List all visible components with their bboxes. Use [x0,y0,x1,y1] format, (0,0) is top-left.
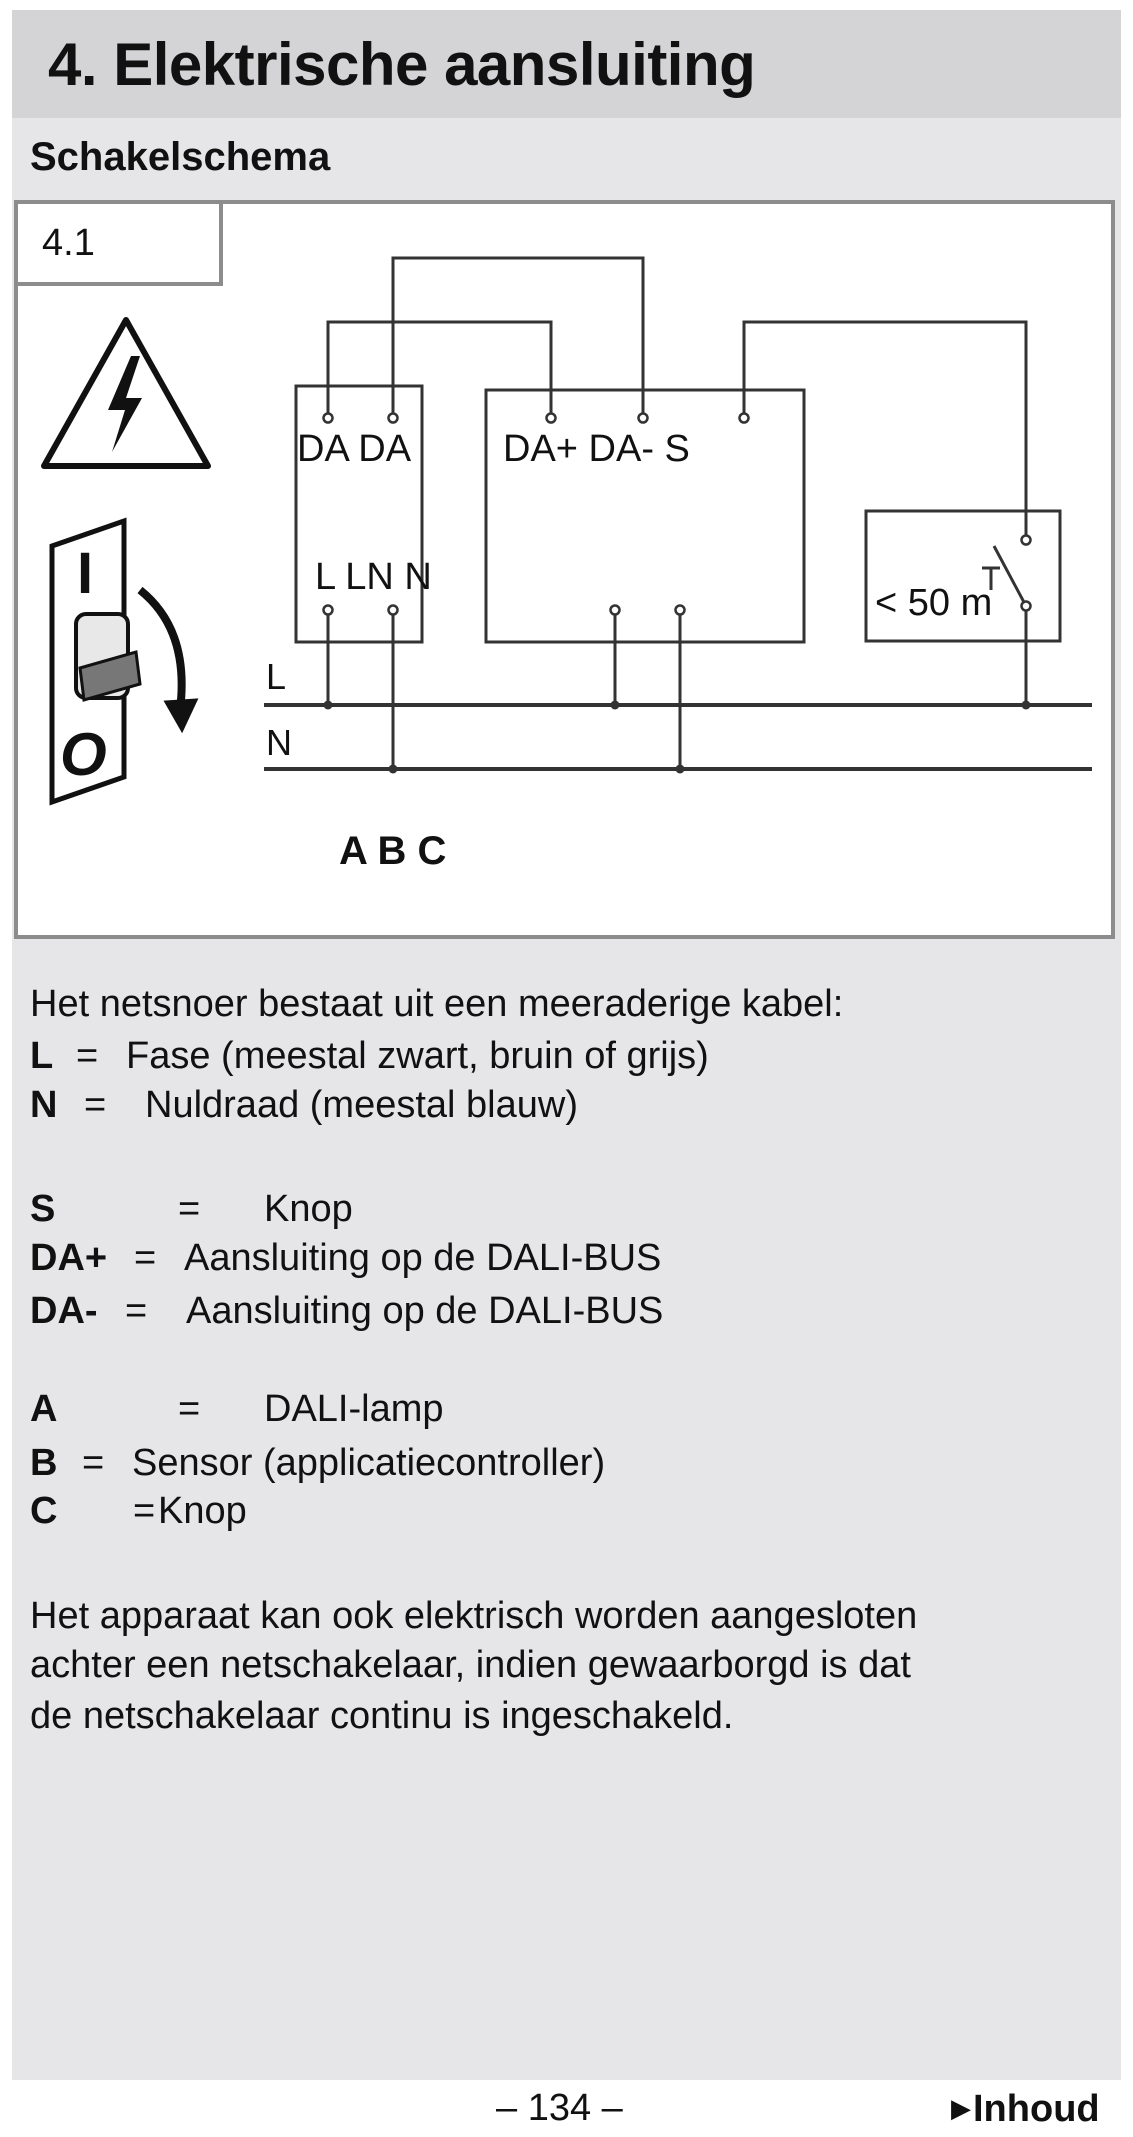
legend-eq: = [134,1237,157,1279]
terminal [639,414,648,423]
note-line-3: de netschakelaar continu is ingeschakeld. [30,1695,734,1737]
page-title: 4. Elektrische aansluiting [48,31,756,98]
legend-text-n: Nuldraad (meestal blauw) [145,1084,578,1126]
contents-link[interactable] [951,2088,1100,2131]
legend-text-da-minus: Aansluiting op de DALI-BUS [186,1290,664,1332]
legend-text-b: Sensor (applicatiecontroller) [132,1442,606,1484]
note-line-2: achter een netschakelaar, indien gewaarborgd is dat [30,1644,911,1686]
junction-dot [324,701,333,710]
legend-key-a: A [30,1388,58,1430]
dali-bus-wire-1 [328,322,551,418]
legend-text-a: DALI-lamp [264,1388,444,1430]
junction-dot [676,765,685,774]
terminal [389,414,398,423]
line-l-label: L [266,656,287,697]
device-a-top-terminals: DA DA [297,428,412,470]
high-voltage-warning-icon [44,320,208,466]
terminal [324,606,333,615]
terminal [740,414,749,423]
terminal [324,414,333,423]
legend-text-c: Knop [158,1490,247,1532]
legend-key-s: S [30,1188,56,1230]
terminal [389,606,398,615]
legend-key-da-plus: DA+ [30,1237,108,1279]
switch-off-label: O [60,721,107,788]
legend-intro: Het netsnoer bestaat uit een meeraderige kabel: [30,983,844,1025]
note-line-1: Het apparaat kan ook elektrisch worden aangesloten [30,1595,918,1637]
page-number: – 134 – [496,2087,623,2129]
figure-label: 4.1 [42,222,95,264]
legend-eq: = [82,1442,105,1484]
legend-eq: = [84,1084,107,1126]
legend-key-l: L [30,1035,54,1077]
legend-key-b: B [30,1442,58,1484]
terminal [1022,536,1031,545]
junction-dot [389,765,398,774]
legend-text-s: Knop [264,1188,353,1230]
line-n-label: N [266,722,292,763]
legend-eq: = [76,1035,99,1077]
arrow-right-icon: ▶ [951,2093,971,2123]
junction-dot [611,701,620,710]
legend-eq: = [178,1388,201,1430]
device-abc-labels: A B C [339,829,447,873]
dali-bus-wire-2 [393,258,643,418]
legend-text-da-plus: Aansluiting op de DALI-BUS [184,1237,662,1279]
switch-distance-label: < 50 m [875,582,993,624]
switch-wire [744,322,1026,540]
section-subtitle: Schakelschema [30,135,331,179]
contents-link-label: Inhoud [973,2088,1100,2130]
legend-key-n: N [30,1084,58,1126]
legend-eq: = [133,1490,156,1532]
terminal [547,414,556,423]
device-a-bottom-terminals: L LN N [315,556,432,598]
legend-key-da-minus: DA- [30,1290,98,1332]
switch-on-label: I [77,541,94,606]
junction-dot [1022,701,1031,710]
legend-eq: = [178,1188,201,1230]
terminal [611,606,620,615]
legend-key-c: C [30,1490,58,1532]
terminal [676,606,685,615]
device-a-box [296,386,422,642]
device-b-terminals: DA+ DA- S [503,428,690,470]
legend-text-l: Fase (meestal zwart, bruin of grijs) [126,1035,709,1077]
terminal [1022,602,1031,611]
legend-eq: = [125,1290,148,1332]
